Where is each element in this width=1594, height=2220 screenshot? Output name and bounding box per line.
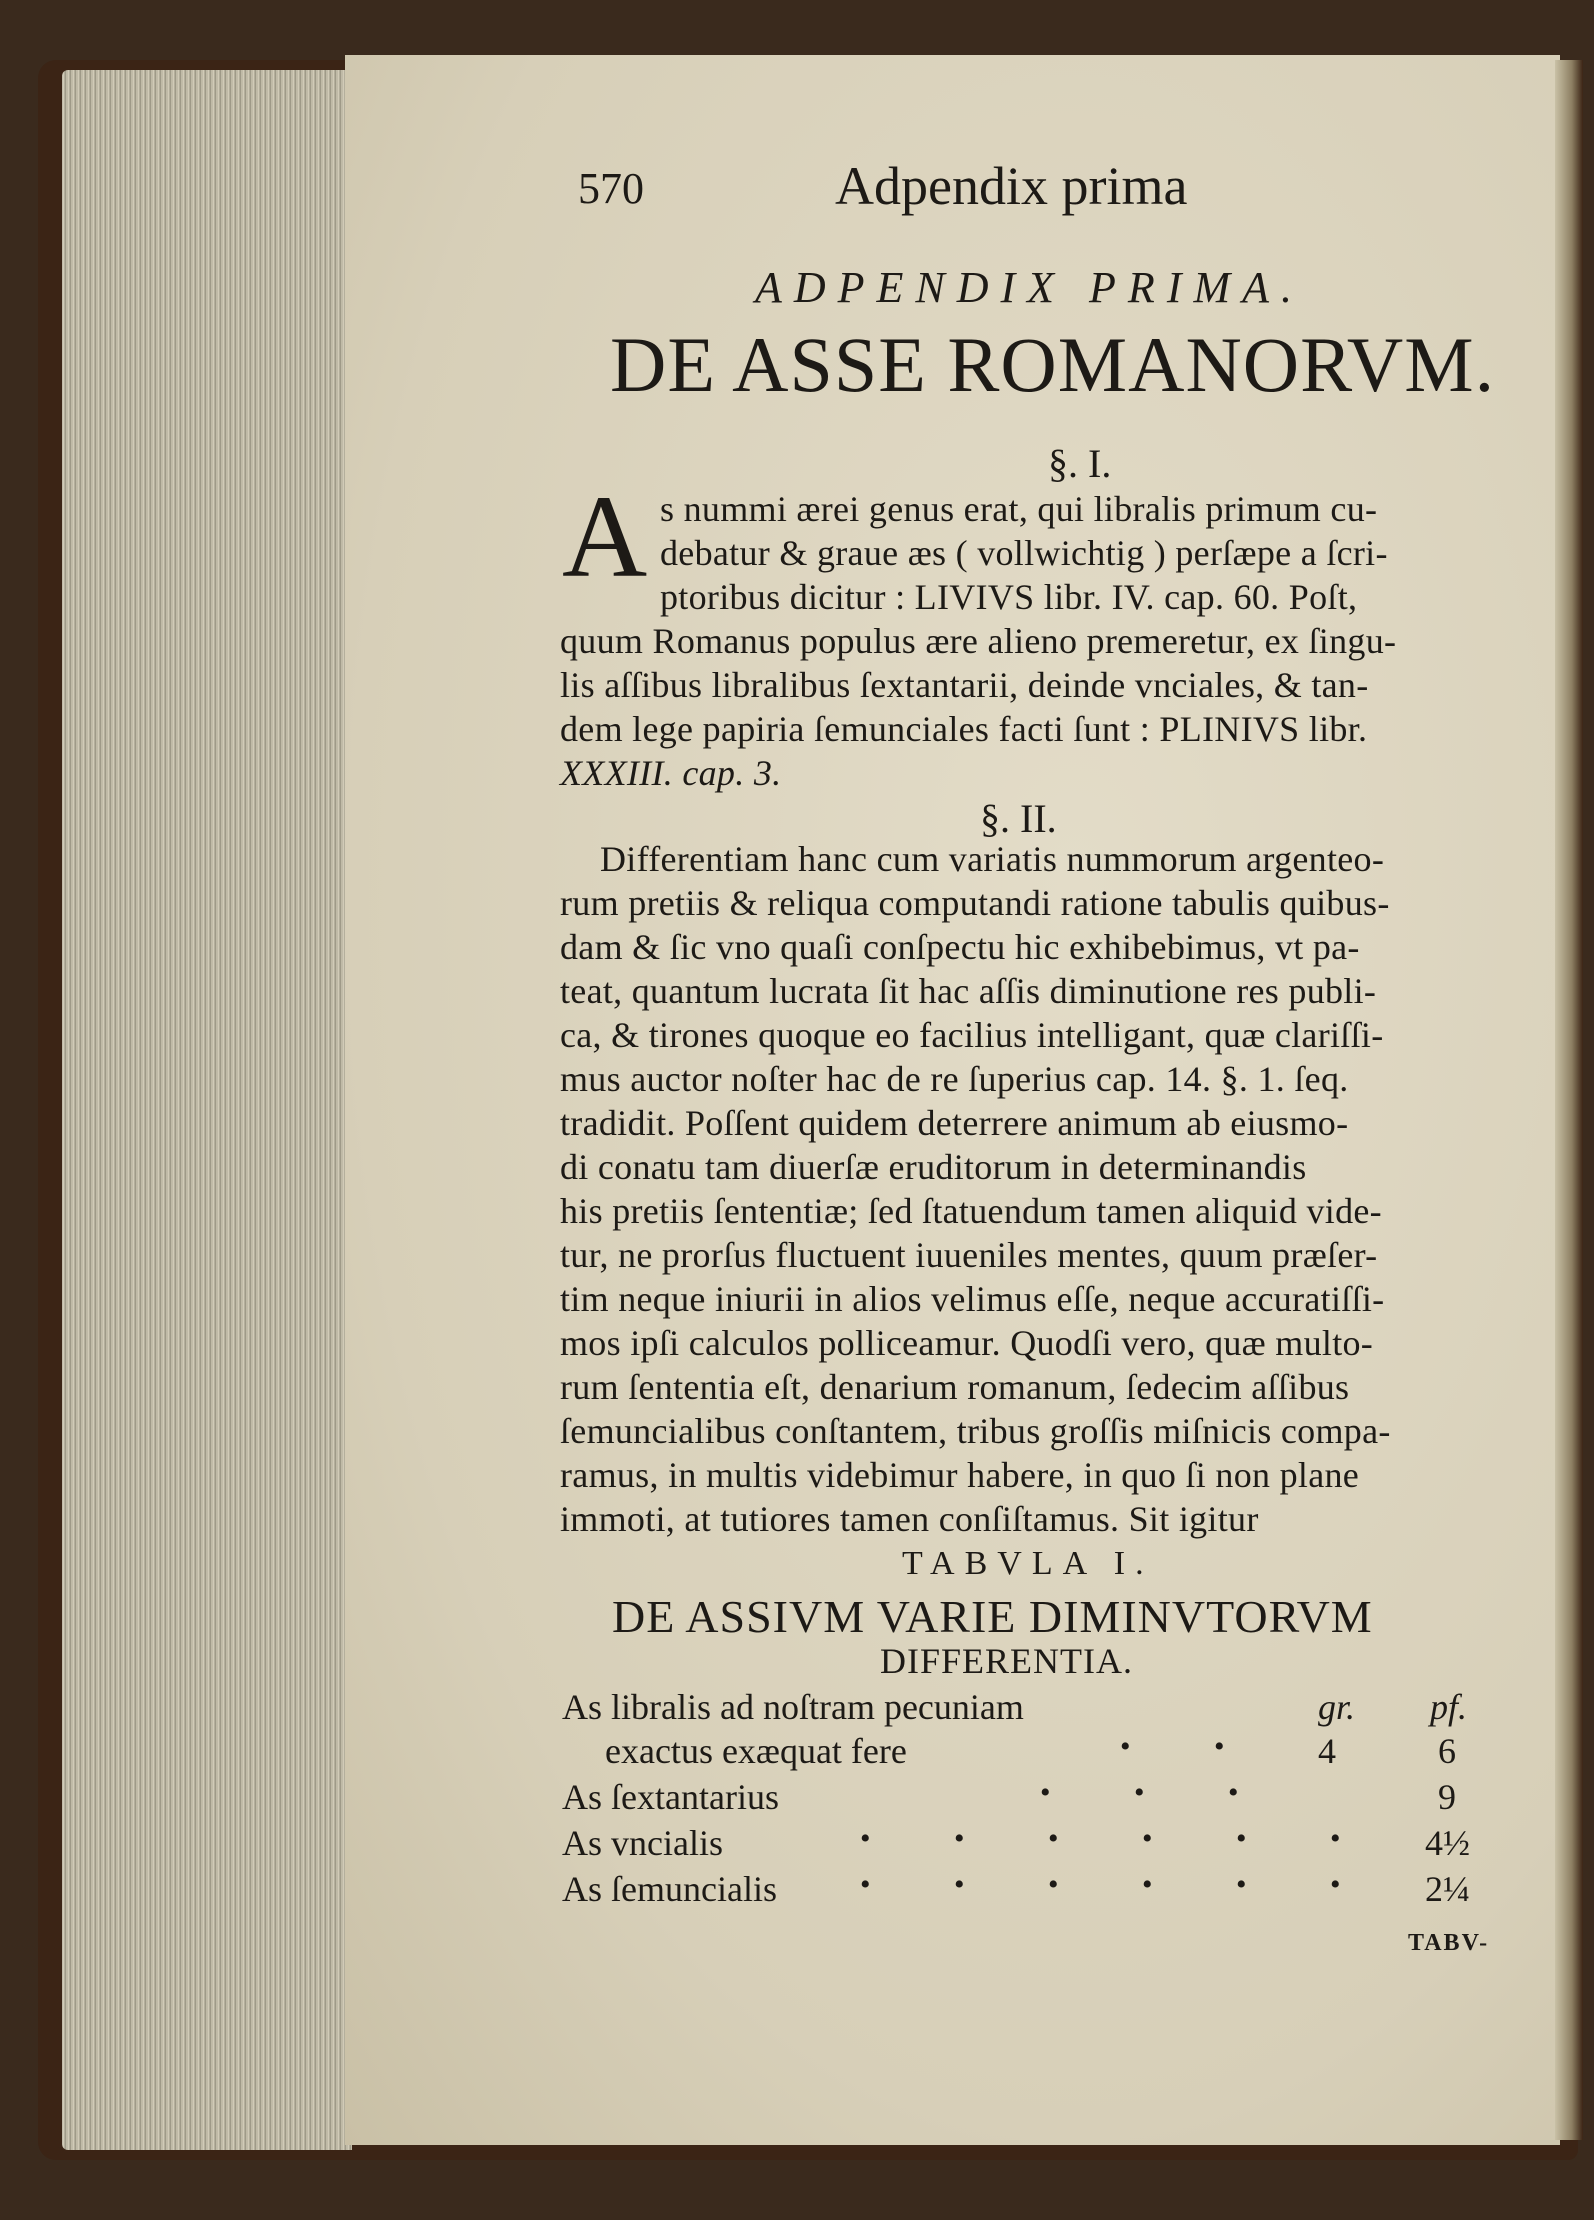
section-1-line: quum Romanus populus ære alieno premeretur, ex ſingu-: [560, 621, 1397, 661]
table-row-leader: • • • • • •: [860, 1868, 1379, 1901]
table-row-label: As libralis ad noſtram pecuniam: [562, 1687, 1024, 1727]
section-2-line: ſemuncialibus conſtantem, tribus groſſis miſnicis compa-: [560, 1411, 1391, 1451]
section-2-line: di conatu tam diuerſæ eruditorum in determinandis: [560, 1147, 1307, 1187]
table-row-label: exactus exæquat fere: [605, 1731, 907, 1771]
section-2-line: Differentiam hanc cum variatis nummorum argenteo-: [600, 839, 1385, 879]
table-row-label: As ſextantarius: [562, 1777, 779, 1817]
table-row-pf: 2¼: [1425, 1869, 1470, 1909]
section-2-line: rum pretiis & reliqua computandi ratione tabulis quibus-: [560, 883, 1390, 923]
running-title: Adpendix prima: [835, 156, 1188, 216]
section-2-line: ca, & tirones quoque eo facilius intelligant, quæ clariſſi-: [560, 1015, 1384, 1055]
table-row-pf: 6: [1438, 1731, 1456, 1771]
section-1-heading: §. I.: [1048, 441, 1112, 486]
page-edges: [62, 70, 352, 2150]
section-2-line: mus auctor noſter hac de re ſuperius cap. 14. §. 1. ſeq.: [560, 1059, 1349, 1099]
section-2-line: teat, quantum lucrata ſit hac aſſis diminutione res publi-: [560, 971, 1377, 1011]
section-1-line: XXXIII. cap. 3.: [560, 753, 782, 793]
section-2-line: his pretiis ſententiæ; ſed ſtatuendum tamen aliquid vide-: [560, 1191, 1382, 1231]
table-row-leader: • • •: [1040, 1776, 1277, 1809]
section-2-line: tradidit. Poſſent quidem deterrere animum ab eiusmo-: [560, 1103, 1349, 1143]
page-number: 570: [578, 164, 644, 213]
drop-cap: A: [562, 471, 648, 602]
section-1-line: lis aſſibus libralibus ſextantarii, deinde vnciales, & tan-: [560, 665, 1369, 705]
main-title: DE ASSE ROMANORVM.: [610, 321, 1496, 408]
catchword: TABV-: [1408, 1930, 1490, 1956]
table-subtitle: DIFFERENTIA.: [880, 1641, 1133, 1681]
section-1-line: debatur & graue æs ( vollwichtig ) perſæpe a ſcri-: [660, 533, 1388, 573]
section-2-line: mos ipſi calculos polliceamur. Quodſi vero, quæ multo-: [560, 1323, 1374, 1363]
table-row-leader: • • • • • •: [860, 1822, 1379, 1855]
column-header-pf: pf.: [1430, 1687, 1468, 1727]
section-1-line: dem lege papiria ſemunciales facti ſunt : PLINIVS libr.: [560, 709, 1368, 749]
table-row-gr: 4: [1318, 1731, 1336, 1771]
table-label: TABVLA I.: [902, 1545, 1154, 1582]
table-title: DE ASSIVM VARIE DIMINVTORVM: [612, 1591, 1373, 1642]
right-page-edge: [1555, 60, 1583, 2140]
table-row-label: As vncialis: [562, 1823, 723, 1863]
table-row-pf: 9: [1438, 1777, 1456, 1817]
table-row-leader: • •: [1120, 1730, 1263, 1763]
appendix-title: ADPENDIX PRIMA.: [755, 263, 1304, 312]
section-2-line: tur, ne prorſus fluctuent iuueniles mentes, quum præſer-: [560, 1235, 1378, 1275]
section-2-line: tim neque iniurii in alios velimus eſſe, neque accuratiſſi-: [560, 1279, 1385, 1319]
table-row-label: As ſemuncialis: [562, 1869, 777, 1909]
section-2-line: immoti, at tutiores tamen conſiſtamus. Sit igitur: [560, 1499, 1259, 1539]
section-2-line: ramus, in multis videbimur habere, in quo ſi non plane: [560, 1455, 1360, 1495]
section-1-line: s nummi ærei genus erat, qui libralis primum cu-: [660, 489, 1378, 529]
column-header-gr: gr.: [1318, 1687, 1356, 1727]
section-1-line: ptoribus dicitur : LIVIVS libr. IV. cap. 60. Poſt,: [660, 577, 1358, 617]
section-2-heading: §. II.: [980, 796, 1057, 841]
table-row-pf: 4½: [1425, 1823, 1470, 1863]
section-2-line: dam & ſic vno quaſi conſpectu hic exhibebimus, vt pa-: [560, 927, 1360, 967]
section-2-line: rum ſententia eſt, denarium romanum, ſedecim aſſibus: [560, 1367, 1350, 1407]
